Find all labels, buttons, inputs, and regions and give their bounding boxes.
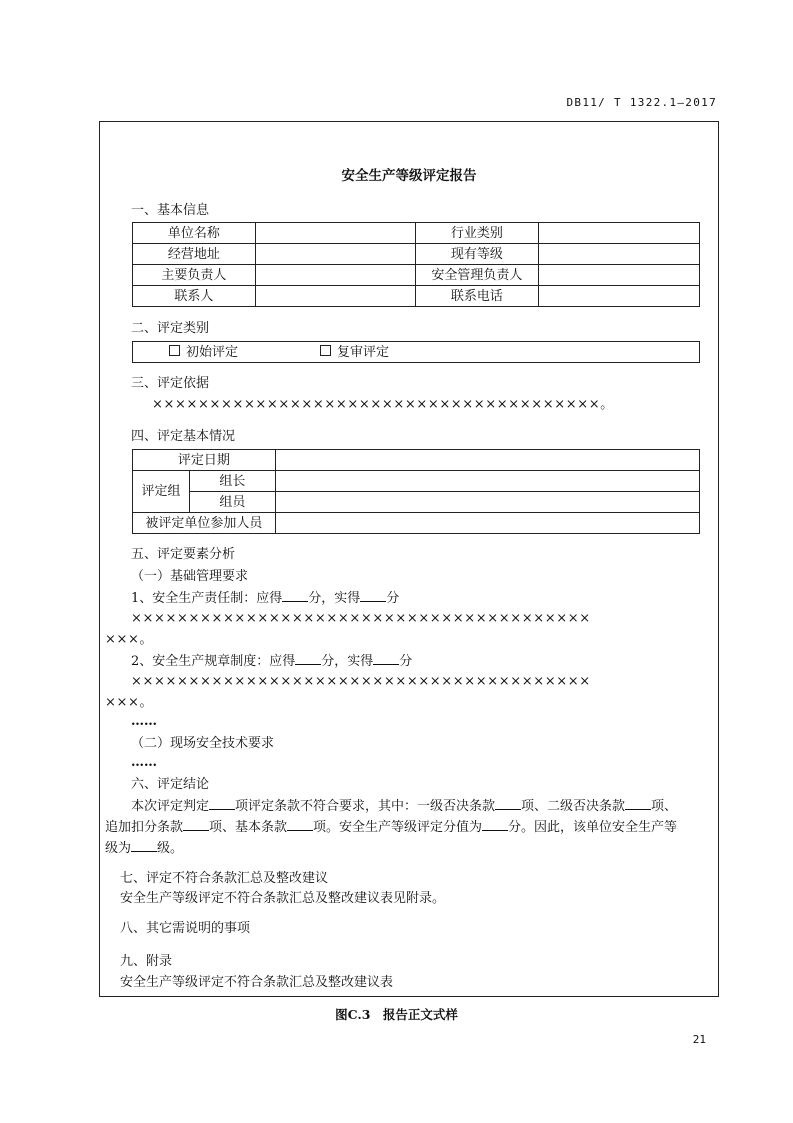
report-title: 安全生产等级评定报告 — [341, 168, 477, 184]
value-industry[interactable] — [539, 223, 700, 244]
label-participants: 被评定单位参加人员 — [133, 513, 276, 534]
basic-info-table — [132, 222, 700, 307]
item1-text: ×××××××××××××××××××××××××××××××××××××××× — [131, 611, 591, 626]
report-frame — [99, 121, 719, 997]
category-heading: 二、评定类别 — [131, 321, 210, 336]
label-safety-manager: 安全管理负责人 — [415, 265, 539, 286]
value-phone[interactable] — [539, 286, 700, 307]
ellipsis: …… — [131, 714, 157, 729]
blank-field[interactable] — [360, 589, 386, 602]
value-member[interactable] — [275, 492, 699, 513]
value-leader[interactable] — [275, 471, 699, 492]
appendix-text: 安全生产等级评定不符合条款汇总及整改建议表 — [120, 975, 394, 990]
initial-eval-label: 初始评定 — [186, 344, 239, 360]
label-contact: 联系人 — [133, 286, 256, 307]
table-row — [133, 265, 700, 286]
blank-field[interactable] — [625, 797, 651, 810]
page-number: 21 — [692, 1033, 706, 1046]
checkbox-icon[interactable] — [169, 345, 180, 356]
label-member: 组员 — [189, 492, 275, 513]
label-leader: 组长 — [189, 471, 275, 492]
label-current-level: 现有等级 — [415, 244, 539, 265]
table-row — [133, 244, 700, 265]
blank-field[interactable] — [183, 818, 209, 831]
label-eval-group: 评定组 — [133, 471, 190, 513]
item1-text-end: ×××。 — [105, 632, 154, 647]
situation-table — [132, 449, 700, 534]
category-table — [132, 341, 700, 363]
situation-heading: 四、评定基本情况 — [131, 429, 236, 444]
other-matters-heading: 八、其它需说明的事项 — [120, 921, 251, 936]
label-eval-date: 评定日期 — [133, 450, 276, 471]
site-tech-heading: （二）现场安全技术要求 — [131, 736, 275, 751]
table-row — [133, 286, 700, 307]
label-principal: 主要负责人 — [133, 265, 256, 286]
nonconformity-heading: 七、评定不符合条款汇总及整改建议 — [120, 871, 329, 886]
table-row — [133, 223, 700, 244]
blank-field[interactable] — [495, 797, 521, 810]
blank-field[interactable] — [131, 839, 157, 852]
item2-text: ×××××××××××××××××××××××××××××××××××××××× — [131, 674, 591, 689]
document-header: DB11/ T 1322.1—2017 — [566, 96, 717, 109]
blank-field[interactable] — [209, 797, 235, 810]
nonconformity-text: 安全生产等级评定不符合条款汇总及整改建议表见附录。 — [120, 891, 446, 906]
value-address[interactable] — [255, 244, 415, 265]
label-address: 经营地址 — [133, 244, 256, 265]
figure-caption: 图C.3 报告正文式样 — [335, 1007, 458, 1022]
initial-eval-option[interactable] — [169, 345, 238, 360]
checkbox-icon[interactable] — [320, 345, 331, 356]
item2-line: 2、安全生产规章制度：应得 分，实得 分 — [131, 654, 413, 669]
analysis-heading: 五、评定要素分析 — [131, 547, 236, 562]
label-industry: 行业类别 — [415, 223, 539, 244]
basis-text: ×××××××××××××××××××××××××××××××××××××××。 — [152, 397, 614, 412]
table-row — [133, 471, 700, 492]
table-row — [133, 342, 700, 363]
value-current-level[interactable] — [539, 244, 700, 265]
blank-field[interactable] — [482, 818, 508, 831]
basic-info-heading: 一、基本信息 — [131, 203, 210, 218]
label-unit-name: 单位名称 — [133, 223, 256, 244]
value-safety-manager[interactable] — [539, 265, 700, 286]
ellipsis: …… — [131, 755, 157, 770]
value-unit-name[interactable] — [255, 223, 415, 244]
blank-field[interactable] — [373, 652, 399, 665]
conclusion-line-2: 追加扣分条款 项、基本条款 项。安全生产等级评定分值为 分。因此，该单位安全生产等 — [105, 820, 678, 835]
conclusion-line-3: 级为 级。 — [105, 841, 184, 856]
value-eval-date[interactable] — [275, 450, 699, 471]
blank-field[interactable] — [295, 652, 321, 665]
review-eval-option[interactable] — [320, 345, 389, 360]
conclusion-heading: 六、评定结论 — [131, 777, 210, 792]
table-row — [133, 492, 700, 513]
table-row — [133, 450, 700, 471]
item1-line: 1、安全生产责任制：应得 分，实得 分 — [131, 591, 400, 606]
appendix-heading: 九、附录 — [120, 954, 173, 969]
item2-text-end: ×××。 — [105, 695, 154, 710]
blank-field[interactable] — [282, 589, 308, 602]
basic-mgmt-heading: （一）基础管理要求 — [131, 569, 249, 584]
blank-field[interactable] — [287, 818, 313, 831]
table-row — [133, 513, 700, 534]
value-contact[interactable] — [255, 286, 415, 307]
value-participants[interactable] — [275, 513, 699, 534]
conclusion-line-1: 本次评定判定 项评定条款不符合要求，其中：一级否决条款 项、二级否决条款 项、 — [131, 799, 678, 814]
review-eval-label: 复审评定 — [337, 344, 390, 360]
label-phone: 联系电话 — [415, 286, 539, 307]
basis-heading: 三、评定依据 — [131, 376, 210, 391]
value-principal[interactable] — [255, 265, 415, 286]
